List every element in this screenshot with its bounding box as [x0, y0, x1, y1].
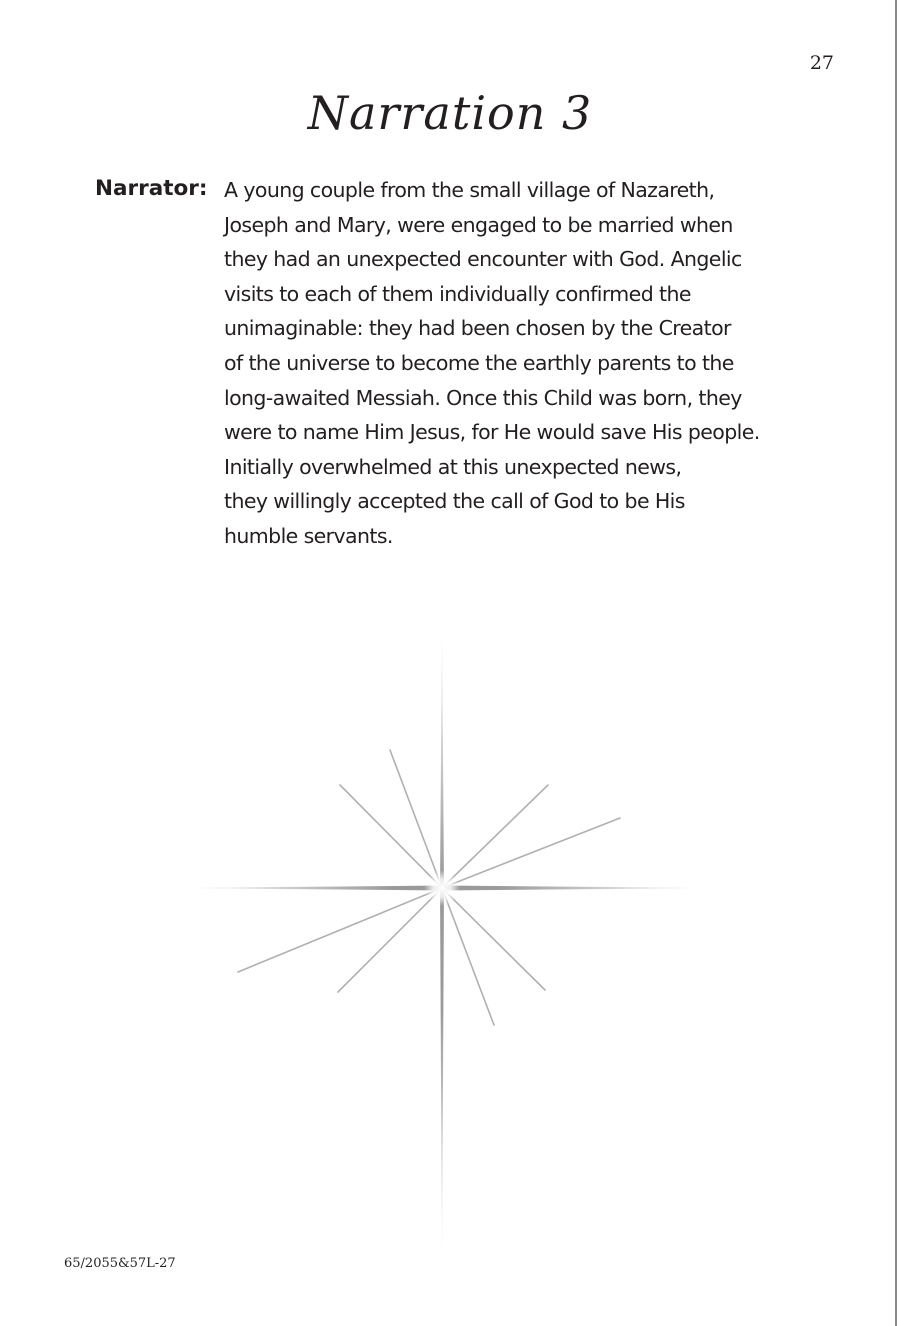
- narration-line: long-awaited Messiah. Once this Child was born, they: [224, 385, 742, 410]
- page-number: 27: [809, 52, 834, 74]
- footer-catalog-code: 65/2055&57L-27: [64, 1256, 176, 1271]
- narration-line: they had an unexpected encounter with God. Angelic: [224, 247, 742, 272]
- page-title: Narration 3: [307, 86, 593, 140]
- narration-line: of the universe to become the earthly parents to the: [224, 350, 734, 375]
- narration-line: Joseph and Mary, were engaged to be married when: [224, 212, 733, 237]
- page-edge-border: [895, 0, 897, 1326]
- narration-line: unimaginable: they had been chosen by the Creator: [224, 316, 731, 341]
- narration-line: humble servants.: [224, 523, 393, 548]
- narration-line: Initially overwhelmed at this unexpected news,: [224, 454, 682, 479]
- narration-line: A young couple from the small village of Nazareth,: [224, 178, 715, 202]
- star-illustration-icon: [180, 620, 710, 1270]
- speaker-label: Narrator:: [95, 176, 208, 201]
- narration-line: visits to each of them individually confirmed the: [224, 281, 691, 306]
- narration-text: [224, 173, 834, 554]
- narration-line: they willingly accepted the call of God to be His: [224, 489, 685, 514]
- narration-line: were to name Him Jesus, for He would save His people.: [224, 420, 760, 445]
